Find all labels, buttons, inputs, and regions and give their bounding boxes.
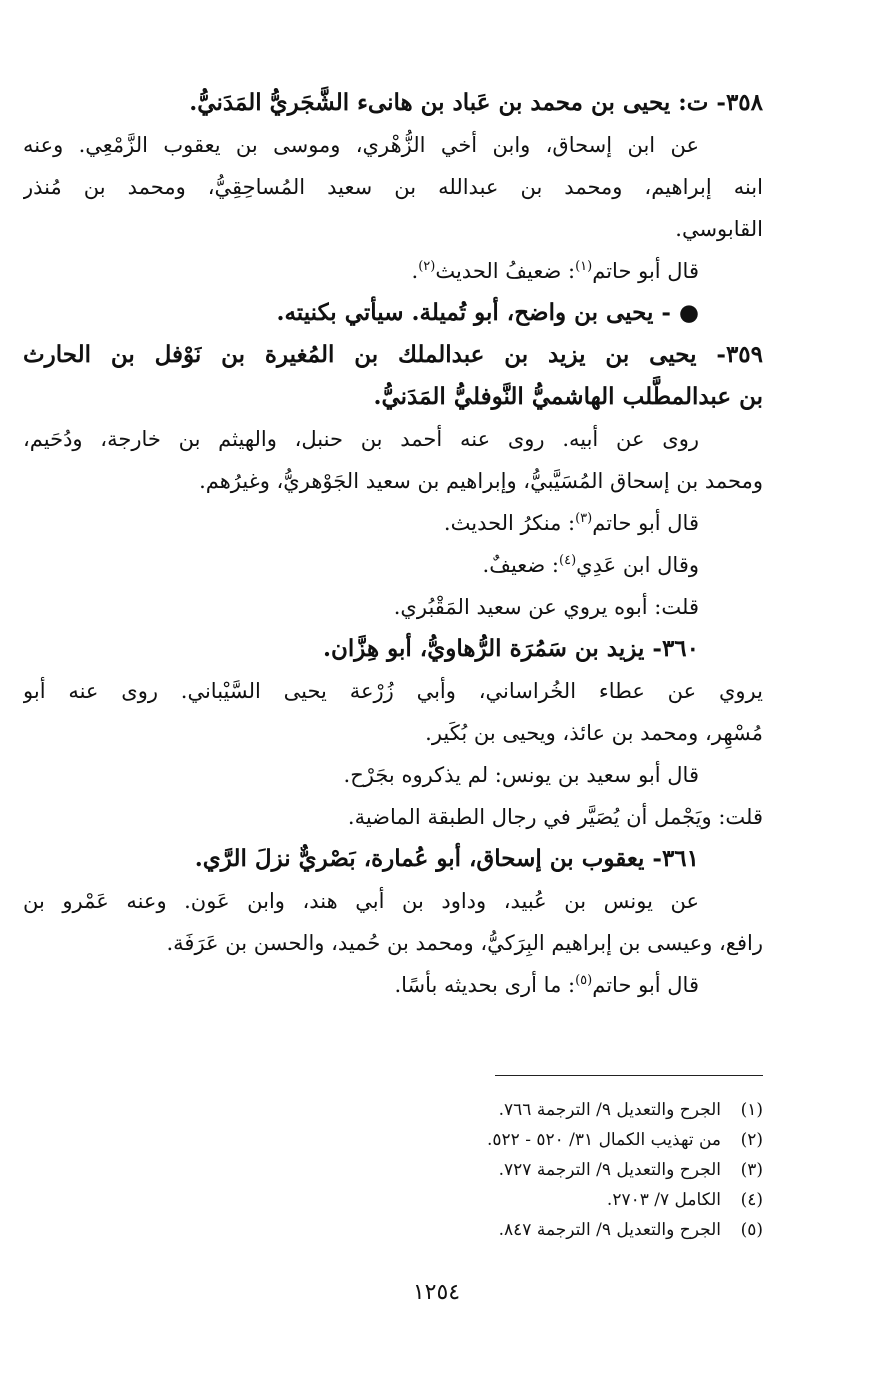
footnotes: [343, 1095, 763, 1245]
entry-360-note: قلت: ويَجْمل أن يُصَيَّر في رجال الطبقة الماضية.: [347, 805, 763, 829]
entry-358-line-3: القابوسي.: [675, 217, 763, 241]
entry-359-heading-1: ٣٥٩- يحيى بن يزيد بن عبدالملك بن المُغيرة بن نَوْفل بن الحارث: [23, 341, 763, 368]
entry-359-line-1: روى عن أبيه. روى عنه أحمد بن حنبل، والهيثم بن خارجة، ودُحَيم،: [23, 427, 699, 451]
cross-reference-yahya-ibn-wadih: ● - يحيى بن واضح، أبو تُميلة. سيأتي بكنيته.: [276, 299, 699, 326]
footnote-ref-3: (٣): [575, 511, 593, 526]
entry-359-heading-2: بن عبدالمطَّلب الهاشميُّ النَّوفليُّ المَدَنيُّ.: [373, 383, 763, 410]
entry-358-line-1: عن ابن إسحاق، وابن أخي الزُّهْري، وموسى بن يعقوب الزَّمْعِي. وعنه: [23, 133, 699, 157]
footnote-ref-1: (١): [575, 259, 593, 274]
entry-360-line-1: يروي عن عطاء الخُراساني، وأبي زُرْعة يحيى السَّيْباني. روى عنه أبو: [23, 679, 763, 703]
entry-360-heading: ٣٦٠- يزيد بن سَمُرَة الرُّهاويُّ، أبو هِزَّان.: [323, 635, 699, 662]
entry-360-ibn-yunus: قال أبو سعيد بن يونس: لم يذكروه بجَرْح.: [343, 763, 699, 787]
entry-361-heading: ٣٦١- يعقوب بن إسحاق، أبو عُمارة، بَصْريٌّ نزلَ الرَّي.: [194, 845, 699, 872]
page-number: ١٢٥٤: [412, 1280, 461, 1305]
entry-359-abu-hatim: قال أبو حاتم$^{(٣)}$: منكرُ الحديث.: [443, 511, 699, 535]
footnote-2: (٢)من تهذيب الكمال ٣١/ ٥٢٠ - ٥٢٢.: [486, 1130, 763, 1150]
footnote-1: (١)الجرح والتعديل ٩/ الترجمة ٧٦٦.: [498, 1100, 763, 1120]
entry-361-line-1: عن يونس بن عُبيد، وداود بن أبي هند، وابن عَون. وعنه عَمْرو بن: [23, 889, 699, 913]
footnote-4: (٤)الكامل ٧/ ٢٧٠٣.: [606, 1190, 763, 1210]
footnote-3: (٣)الجرح والتعديل ٩/ الترجمة ٧٢٧.: [498, 1160, 763, 1180]
entry-359-note: قلت: أبوه يروي عن سعيد المَقْبُري.: [393, 595, 699, 619]
entry-359-ibn-adi: وقال ابن عَدِي$^{(٤)}$: ضعيفٌ.: [482, 553, 699, 577]
footnote-ref-2: (٢): [418, 259, 436, 274]
footnote-divider: [495, 1075, 763, 1076]
entry-360-line-2: مُسْهِر، ومحمد بن عائذ، ويحيى بن بُكَير.: [425, 721, 763, 745]
entry-359-line-2: ومحمد بن إسحاق المُسَيَّبيُّ، وإبراهيم بن سعيد الجَوْهريُّ، وغيرُهم.: [199, 469, 763, 493]
entry-361-line-2: رافع، وعيسى بن إبراهيم البِرَكيُّ، ومحمد بن حُميد، والحسن بن عَرَفَة.: [166, 931, 763, 955]
main-text: [23, 82, 763, 1006]
footnote-ref-5: (٥): [575, 973, 593, 988]
footnote-ref-4: (٤): [559, 553, 577, 568]
footnote-5: (٥)الجرح والتعديل ٩/ الترجمة ٨٤٧.: [498, 1220, 763, 1240]
entry-358-abu-hatim: قال أبو حاتم$^{(١)}$: ضعيفُ الحديث$^{(٢)}$.: [411, 259, 699, 283]
entry-361-abu-hatim: قال أبو حاتم$^{(٥)}$: ما أرى بحديثه بأسًا.: [394, 973, 699, 997]
entry-358-line-2: ابنه إبراهيم، ومحمد بن عبدالله بن سعيد المُساحِقِيُّ، ومحمد بن مُنذر: [23, 175, 763, 199]
entry-358-heading: ٣٥٨- ت: يحيى بن محمد بن عَباد بن هانىء الشَّجَريُّ المَدَنيُّ.: [189, 89, 763, 116]
